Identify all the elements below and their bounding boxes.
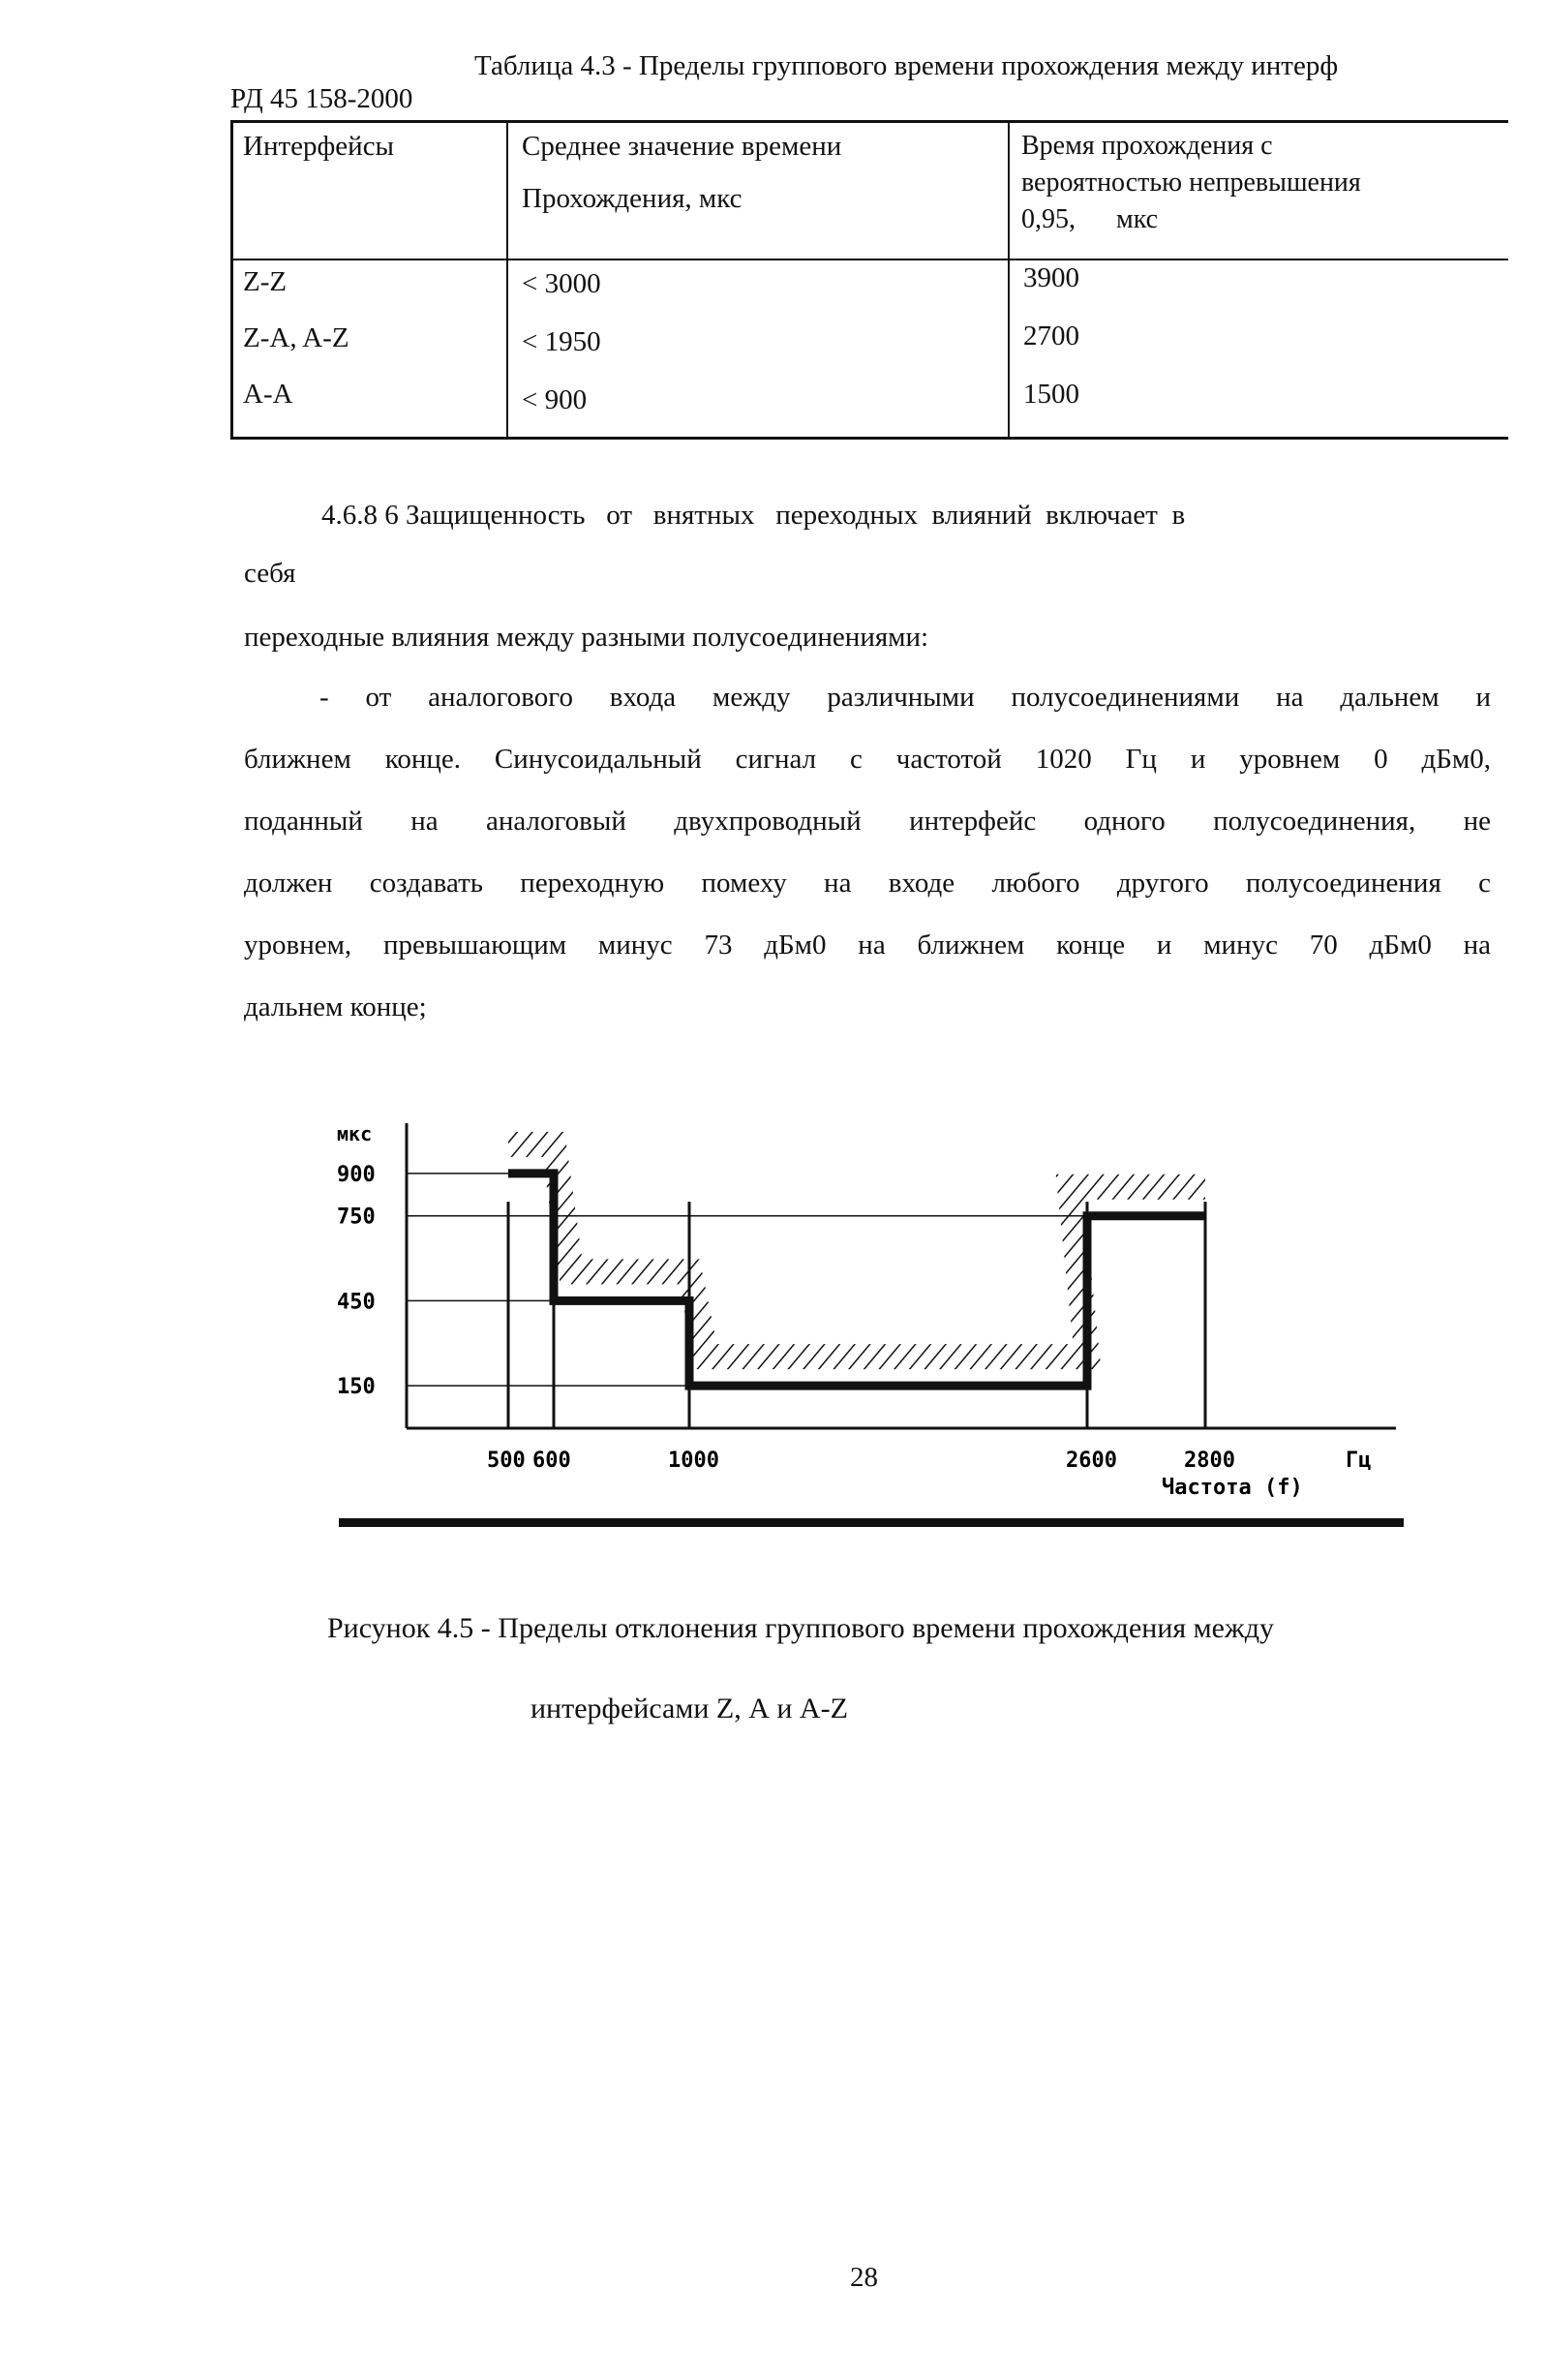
table-cell: < 900: [522, 384, 588, 415]
table-header-prob-3: 0,95, мкс: [1021, 204, 1159, 234]
x-tick-label: 1000: [668, 1449, 719, 1473]
body-line: ближнем конце. Синусоидальный сигнал с частотой 1020 Гц и уровнем 0 дБм0,: [244, 744, 1491, 775]
y-tick-label: 900: [337, 1162, 376, 1187]
body-line: уровнем, превышающим минус 73 дБм0 на ближнем конце и минус 70 дБм0 на: [244, 930, 1491, 961]
body-line: дальнем конце;: [244, 992, 427, 1022]
table-cell: 1500: [1023, 379, 1079, 410]
table-header-interfaces: Интерфейсы: [243, 131, 395, 162]
body-line: поданный на аналоговый двухпроводный интерфейс одного полусоединения, не: [244, 806, 1491, 837]
group-delay-chart: [319, 1114, 1413, 1520]
body-line: себя: [244, 558, 296, 589]
figure-caption-line-1: Рисунок 4.5 - Пределы отклонения группового времени прохождения между: [327, 1612, 1274, 1644]
body-line: 4.6.8 6 Защищенность от внятных переходных влияний включает в: [321, 500, 1186, 531]
x-tick-label: 600: [532, 1449, 571, 1473]
table-divider: [506, 123, 508, 437]
figure-caption-line-2: интерфейсами Z, А и А-Z: [530, 1693, 848, 1724]
y-tick-label: 450: [337, 1290, 376, 1315]
table-header-rule: [233, 259, 1508, 260]
table-cell: < 3000: [522, 268, 601, 299]
y-tick-label: 750: [337, 1205, 376, 1230]
table-caption: Таблица 4.3 - Пределы группового времени прохождения между интерф: [474, 50, 1339, 81]
body-line: - от аналогового входа между различными полусоединениями на дальнем и: [319, 682, 1491, 713]
table-cell: 3900: [1023, 262, 1079, 293]
x-axis-label: Частота (f): [1162, 1476, 1303, 1500]
table-header-mean-1: Среднее значение времени: [522, 131, 842, 162]
figure-rule: [339, 1518, 1404, 1527]
table-cell: A-A: [243, 379, 293, 410]
table-cell: < 1950: [522, 326, 601, 357]
table-header-prob-2: вероятностью непревышения: [1021, 168, 1361, 198]
limits-table: [230, 120, 1508, 440]
x-tick-label: 2600: [1066, 1449, 1117, 1473]
y-tick-label: 150: [337, 1375, 376, 1400]
body-line: должен создавать переходную помеху на входе любого другого полусоединения с: [244, 868, 1491, 899]
body-line: переходные влияния между разными полусоединениями:: [244, 622, 929, 653]
table-header-prob-1: Время прохождения с: [1021, 131, 1273, 161]
y-axis-label: мкс: [337, 1122, 373, 1145]
x-tick-label: 500: [487, 1449, 526, 1473]
doc-code: РД 45 158-2000: [230, 83, 413, 114]
x-tick-label: 2800: [1184, 1449, 1235, 1473]
table-cell: Z-Z: [243, 266, 288, 297]
table-divider: [1008, 123, 1010, 437]
tolerance-hatch: [508, 1144, 1205, 1357]
table-header-mean-2: Прохождения, мкс: [522, 183, 743, 214]
page-number: 28: [850, 2262, 878, 2293]
x-unit-label: Гц: [1346, 1449, 1372, 1473]
table-cell: Z-A, A-Z: [243, 322, 349, 353]
table-cell: 2700: [1023, 320, 1079, 351]
